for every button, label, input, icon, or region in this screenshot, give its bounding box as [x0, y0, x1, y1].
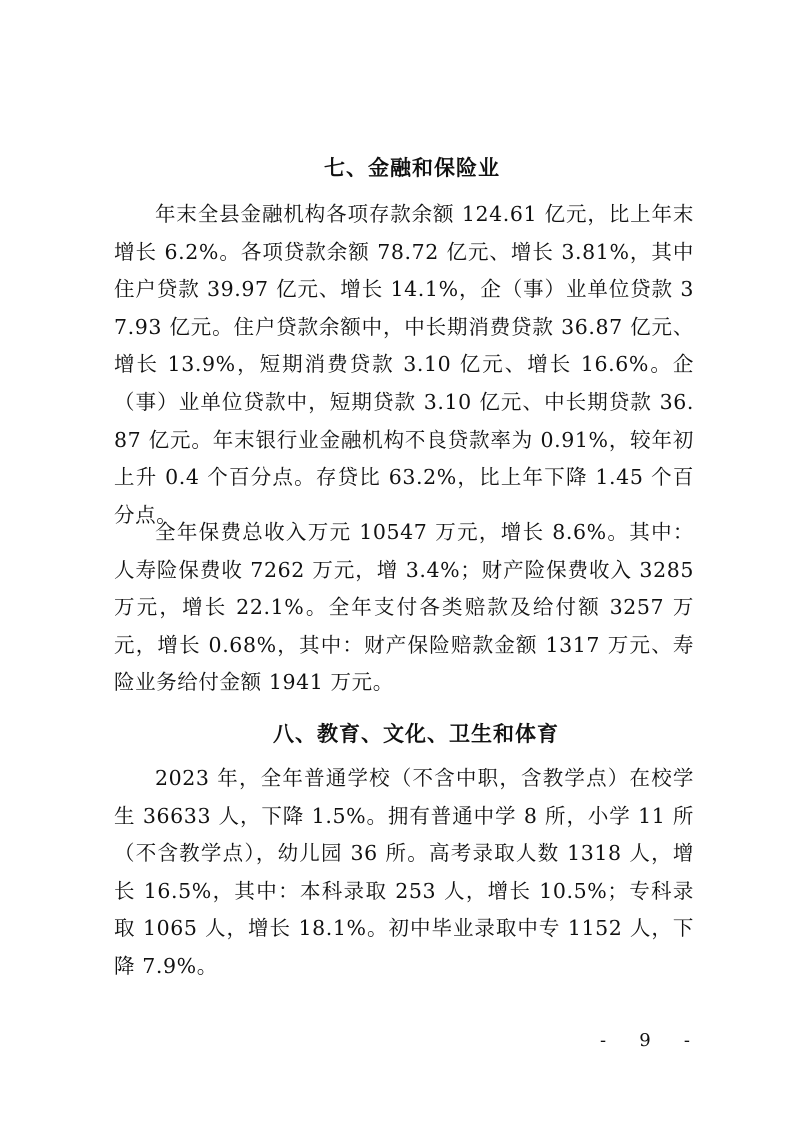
- page-number-footer: [600, 1030, 690, 1051]
- paragraph-education: 2023 年，全年普通学校（不含中职，含教学点）在校学生 36633 人，下降 1.5%。拥有普通中学 8 所，小学 11 所（不含教学点），幼儿园 36 所。高考录取人数 1318 人，增长 16.5%，其中：本科录取 253 人，增长 10.5%；专科录取 1065 人，增长 18.1%。初中毕业录取中专 1152 人，下降 7.9%。: [114, 766, 694, 978]
- page-number: 9: [639, 1030, 651, 1051]
- section-title-education-culture-health-sports: 八、教育、文化、卫生和体育: [273, 722, 559, 746]
- section-title-finance-insurance: 七、金融和保险业: [324, 156, 500, 180]
- page-number-dash-right: -: [683, 1030, 690, 1051]
- page-number-dash-left: -: [600, 1030, 607, 1051]
- paragraph-deposits-loans: 年末全县金融机构各项存款余额 124.61 亿元，比上年末增长 6.2%。各项贷款余额 78.72 亿元、增长 3.81%，其中住户贷款 39.97 亿元、增长 14.1%，企（事）业单位贷款 37.93 亿元。住户贷款余额中，中长期消费贷款 36.87 亿元、增长 13.9%，短期消费贷款 3.10 亿元、增长 16.6%。企（事）业单位贷款中，短期贷款 3.10 亿元、中长期贷款 36.87 亿元。年末银行业金融机构不良贷款率为 0.91%，较年初上升 0.4 个百分点。存贷比 63.2%，比上年下降 1.45 个百分点。: [114, 202, 694, 527]
- paragraph-insurance: 全年保费总收入万元 10547 万元，增长 8.6%。其中：人寿险保费收 7262 万元，增 3.4%；财产险保费收入 3285 万元，增长 22.1%。全年支付各类赔款及给付额 3257 万元，增长 0.68%，其中：财产保险赔款金额 1317 万元、寿险业务给付金额 1941 万元。: [114, 520, 694, 695]
